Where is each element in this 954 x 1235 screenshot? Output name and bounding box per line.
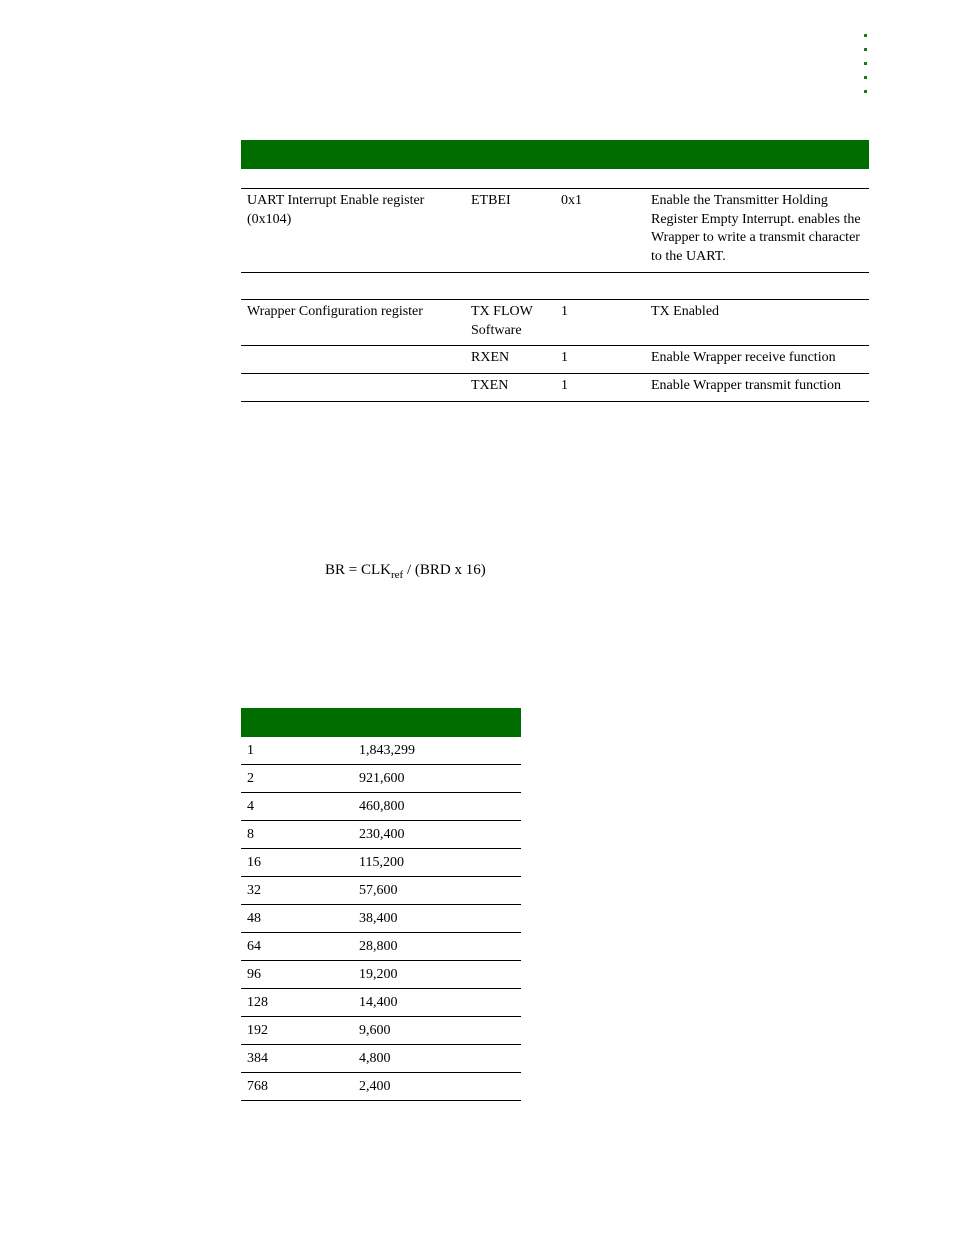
table-row <box>241 989 521 1017</box>
register-cell: UART Interrupt Enable register (0x104) <box>241 189 465 273</box>
dot <box>864 76 867 79</box>
baud-rate-table <box>241 708 521 1101</box>
field-cell: ETBEI <box>465 189 555 273</box>
baud-rate-cell: 460,800 <box>353 793 521 821</box>
baud-rate-cell: 2,400 <box>353 1073 521 1101</box>
divisor-cell: 4 <box>241 793 353 821</box>
divisor-cell: 32 <box>241 877 353 905</box>
baud-rate-cell: 4,800 <box>353 1045 521 1073</box>
table-row <box>241 793 521 821</box>
baud-rate-cell: 1,843,299 <box>353 737 521 765</box>
table-spacer-row <box>241 169 869 189</box>
divisor-cell: 1 <box>241 737 353 765</box>
value-cell: 1 <box>555 373 645 401</box>
table-row <box>241 189 869 273</box>
baud-rate-cell: 9,600 <box>353 1017 521 1045</box>
table-row <box>241 1017 521 1045</box>
divisor-cell: 48 <box>241 905 353 933</box>
table-row <box>241 961 521 989</box>
register-cell <box>241 346 465 374</box>
description-cell: Enable Wrapper transmit function <box>645 373 869 401</box>
formula-rhs: / (BRD x 16) <box>403 562 486 578</box>
table-row <box>241 373 869 401</box>
baud-rate-cell: 14,400 <box>353 989 521 1017</box>
formula-subscript: ref <box>390 569 404 581</box>
field-cell: TXEN <box>465 373 555 401</box>
baud-rate-cell: 38,400 <box>353 905 521 933</box>
baud-rate-cell: 115,200 <box>353 849 521 877</box>
baud-rate-formula <box>325 562 486 581</box>
divisor-cell: 2 <box>241 765 353 793</box>
register-cell: Wrapper Configuration register <box>241 299 465 345</box>
divisor-cell: 16 <box>241 849 353 877</box>
description-cell: Enable the Transmitter Holding Register Empty Interrupt. enables the Wrapper to write a transmit character to the UART. <box>645 189 869 273</box>
dot <box>864 90 867 93</box>
table-header-bar <box>241 708 521 737</box>
divisor-cell: 64 <box>241 933 353 961</box>
description-cell: Enable Wrapper receive function <box>645 346 869 374</box>
margin-dots <box>862 34 870 104</box>
dot <box>864 62 867 65</box>
divisor-cell: 8 <box>241 821 353 849</box>
table-row <box>241 765 521 793</box>
table-row <box>241 346 869 374</box>
register-config-table <box>241 140 869 402</box>
baud-rate-cell: 921,600 <box>353 765 521 793</box>
divisor-cell: 96 <box>241 961 353 989</box>
dot <box>864 48 867 51</box>
baud-rate-cell: 28,800 <box>353 933 521 961</box>
formula-lhs: BR = CLK <box>325 562 391 578</box>
table-row <box>241 299 869 345</box>
table-row <box>241 905 521 933</box>
table-row <box>241 933 521 961</box>
table-header-bar <box>241 140 869 169</box>
table-row <box>241 877 521 905</box>
table-row <box>241 849 521 877</box>
table-row <box>241 821 521 849</box>
baud-rate-cell: 230,400 <box>353 821 521 849</box>
table-row <box>241 1073 521 1101</box>
baud-rate-cell: 19,200 <box>353 961 521 989</box>
baud-table-body <box>241 737 521 1101</box>
baud-rate-cell: 57,600 <box>353 877 521 905</box>
divisor-cell: 768 <box>241 1073 353 1101</box>
field-cell: TX FLOW Software <box>465 299 555 345</box>
divisor-cell: 192 <box>241 1017 353 1045</box>
value-cell: 0x1 <box>555 189 645 273</box>
divisor-cell: 128 <box>241 989 353 1017</box>
divisor-cell: 384 <box>241 1045 353 1073</box>
value-cell: 1 <box>555 346 645 374</box>
description-cell: TX Enabled <box>645 299 869 345</box>
dot <box>864 34 867 37</box>
value-cell: 1 <box>555 299 645 345</box>
field-cell: RXEN <box>465 346 555 374</box>
table-row <box>241 737 521 765</box>
table-row <box>241 1045 521 1073</box>
register-cell <box>241 373 465 401</box>
table-spacer-row <box>241 272 869 299</box>
